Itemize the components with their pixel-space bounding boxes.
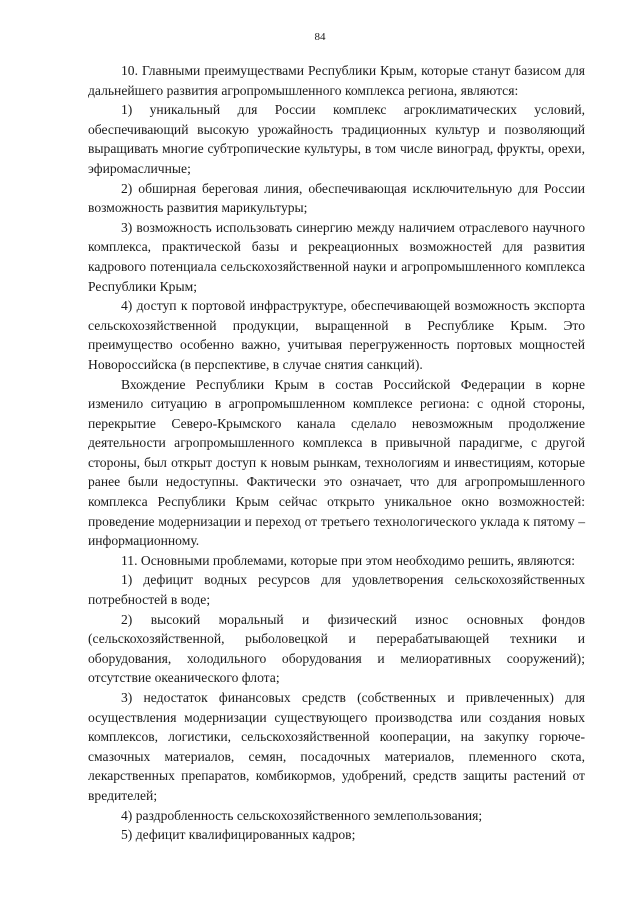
list-item-problem-5: 5) дефицит квалифицированных кадров;: [121, 827, 356, 843]
list-item-problem-3: 3) недостаток финансовых средств (собственных и привлеченных) для осуществления модернизации существующего производства или создания новых комплексов, логистики, сельскохозяйственной кооперации, на закупку горюче-смазочных материалов, семян, посадочных материалов, племенного скота, лекарственных препаратов, комбикормов, удобрений, средств защиты растений от вредителей;: [88, 690, 585, 803]
list-item-advantage-4: 4) доступ к портовой инфраструктуре, обеспечивающей возможность экспорта сельскохозяйственной продукции, выращенной в Республике Крым. Это преимущество особенно важно, учитывая перегруженность портовых мощностей Новороссийска (в перспективе, в случае снятия санкций).: [88, 298, 585, 372]
list-item-problem-2: 2) высокий моральный и физический износ основных фондов (сельскохозяйственной, рыболовецкой и перерабатывающей техники и оборудования, холодильного оборудования и мелиоративных сооружений); отсутствие океанического флота;: [88, 611, 585, 686]
list-item-advantage-3: 3) возможность использовать синергию между наличием отраслевого научного комплекса, практической базы и рекреационных возможностей для развития кадрового потенциала сельскохозяйственной науки и агропромышленного комплекса Республики Крым;: [88, 219, 585, 294]
page-number: 84: [314, 31, 326, 43]
list-item-advantage-2: 2) обширная береговая линия, обеспечивающая исключительную для России возможность развития марикультуры;: [88, 180, 585, 216]
list-item-problem-1: 1) дефицит водных ресурсов для удовлетворения сельскохозяйственных потребностей в воде;: [88, 572, 585, 608]
list-item-problem-4: 4) раздробленность сельскохозяйственного землепользования;: [121, 807, 483, 823]
list-item-advantage-1: 1) уникальный для России комплекс агроклиматических условий, обеспечивающий высокую урожайность традиционных культур и позволяющий выращивать многие субтропические культуры, в том числе виноград, фрукты, орехи, эфиромасличные;: [88, 102, 585, 176]
document-body: [88, 61, 585, 845]
paragraph-item-11: 11. Основными проблемами, которые при этом необходимо решить, являются:: [121, 552, 576, 568]
paragraph-accession: Вхождение Республики Крым в состав Российской Федерации в корне изменило ситуацию в агропромышленном комплексе региона: с одной стороны, перекрытие Северо-Крымского канала сделало невозможным продолжение деятельности агропромышленного комплекса в привычной парадигме, с другой стороны, был открыт доступ к новым рынкам, технологиям и инвестициям, которые ранее были недоступны. Фактически это означает, что для агропромышленного комплекса Республики Крым сейчас открыто уникальное окно возможностей: проведение модернизации и переход от третьего технологического уклада к пятому – информационному.: [88, 376, 585, 549]
paragraph-item-10: 10. Главными преимуществами Республики Крым, которые станут базисом для дальнейшего развития агропромышленного комплекса региона, являются:: [88, 63, 585, 98]
